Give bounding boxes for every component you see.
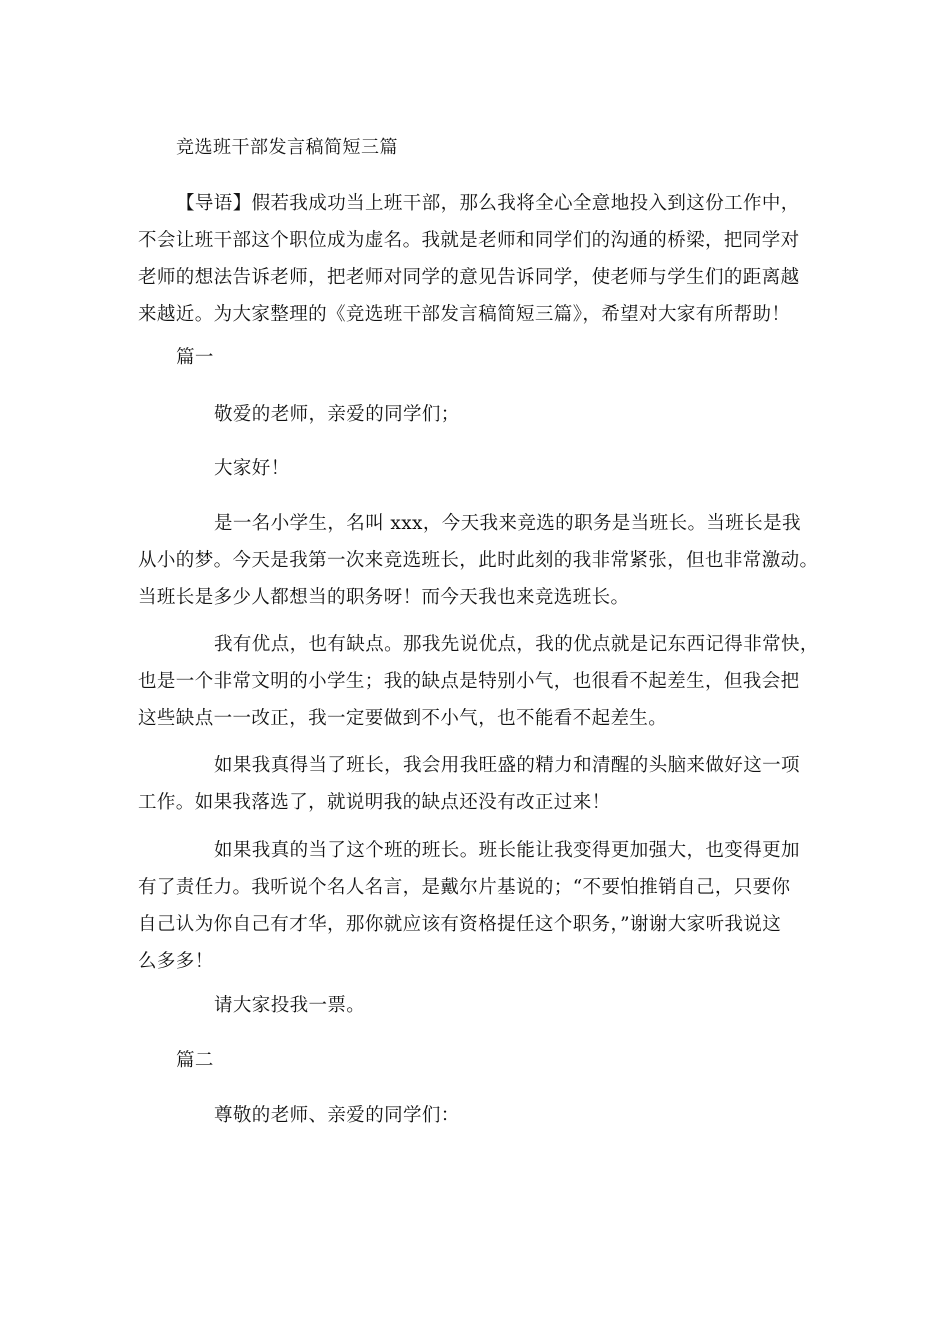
section-heading-2: 篇二 — [176, 1050, 214, 1071]
paragraph-line: 自己认为你自己有才华，那你就应该有资格提任这个职务，”谢谢大家听我说这 — [138, 914, 782, 935]
paragraph-line: 我有优点，也有缺点。那我先说优点，我的优点就是记东西记得非常快， — [214, 634, 819, 655]
intro-line: 【导语】假若我成功当上班干部，那么我将全心全意地投入到这份工作中， — [176, 193, 800, 214]
paragraph-line: 如果我真得当了班长，我会用我旺盛的精力和清醒的头脑来做好这一项 — [214, 755, 800, 776]
paragraph-line: 是一名小学生，名叫 xxx，今天我来竞选的职务是当班长。当班长是我 — [214, 513, 801, 534]
document-title: 竞选班干部发言稿简短三篇 — [176, 137, 398, 158]
intro-line: 来越近。为大家整理的《竞选班干部发言稿简短三篇》，希望对大家有所帮助！ — [138, 304, 791, 325]
vote-request: 请大家投我一票。 — [214, 995, 366, 1016]
paragraph-line: 也是一个非常文明的小学生；我的缺点是特别小气，也很看不起差生，但我会把 — [138, 671, 800, 692]
paragraph-4 — [138, 832, 814, 980]
paragraph-line: 工作。如果我落选了，就说明我的缺点还没有改正过来！ — [138, 792, 611, 813]
paragraph-3 — [138, 747, 814, 821]
greeting-1: 敬爱的老师，亲爱的同学们； — [214, 404, 460, 425]
hello-text: 大家好！ — [214, 458, 290, 479]
paragraph-line: 如果我真的当了这个班的班长。班长能让我变得更加强大，也变得更加 — [214, 840, 800, 861]
intro-paragraph — [138, 185, 814, 333]
paragraph-line: 从小的梦。今天是我第一次来竞选班长，此时此刻的我非常紧张，但也非常激动。 — [138, 550, 819, 571]
intro-line: 老师的想法告诉老师，把老师对同学的意见告诉同学，使老师与学生们的距离越 — [138, 267, 800, 288]
paragraph-line: 当班长是多少人都想当的职务呀！而今天我也来竞选班长。 — [138, 587, 630, 608]
intro-line: 不会让班干部这个职位成为虚名。我就是老师和同学们的沟通的桥梁，把同学对 — [138, 230, 800, 251]
paragraph-1 — [138, 505, 819, 616]
paragraph-line: 么多多！ — [138, 951, 214, 972]
greeting-2: 尊敬的老师、亲爱的同学们： — [214, 1105, 460, 1126]
paragraph-line: 有了责任力。我听说个名人名言，是戴尔片基说的；“不要怕推销自己，只要你 — [138, 877, 791, 898]
section-heading-1: 篇一 — [176, 347, 214, 368]
paragraph-2 — [138, 626, 819, 737]
paragraph-line: 这些缺点一一改正，我一定要做到不小气，也不能看不起差生。 — [138, 708, 668, 729]
